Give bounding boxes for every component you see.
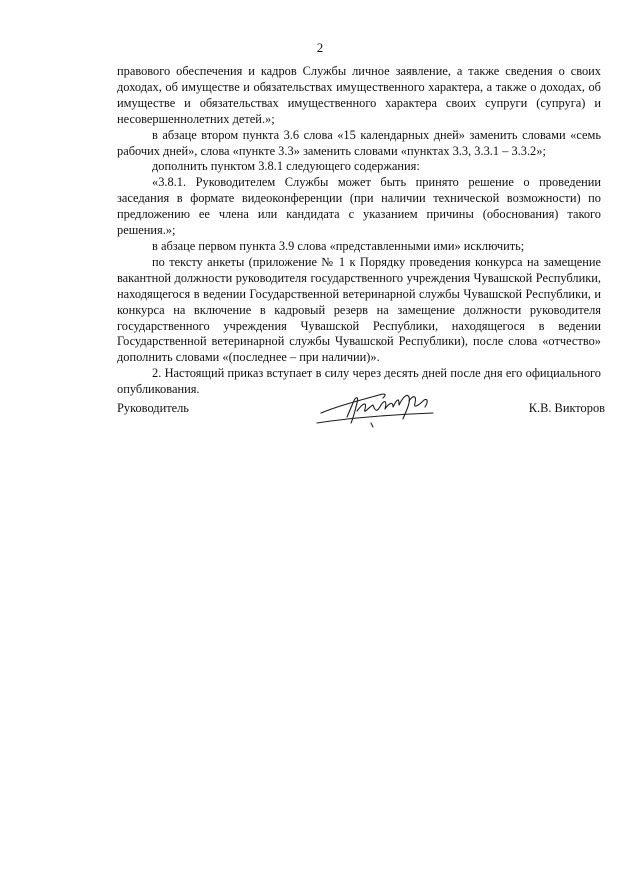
paragraph-effective-date: 2. Настоящий приказ вступает в силу через десять дней после дня его официального опубликования. <box>117 366 601 397</box>
signatory-name: К.В. Викторов <box>528 401 605 415</box>
paragraph-amend-3-9: в абзаце первом пункта 3.9 слова «представленными ими» исключить; <box>152 238 525 253</box>
paragraph-add-3-8-1: дополнить пунктом 3.8.1 следующего содержания: <box>152 159 420 174</box>
page-number: 2 <box>316 40 324 55</box>
paragraph-continuation: правового обеспечения и кадров Службы личное заявление, а также сведения о своих доходах, об имуществе и обязательствах имущественного характера, а также о доходах, об имуществе и обязательствах имущественного характера своих супруги (супруга) и несовершеннолетних детей.»; <box>117 64 601 126</box>
paragraph-amend-3-6: в абзаце втором пункта 3.6 слова «15 календарных дней» заменить словами «семь рабочих дней», слова «пункте 3.3» заменить словами «пунктах 3.3, 3.3.1 – 3.3.2»; <box>117 127 601 158</box>
paragraph-questionnaire: по тексту анкеты (приложение № 1 к Порядку проведения конкурса на замещение вакантной должности руководителя государственного учреждения Чувашской Республики, находящегося в ведении Государственной ветеринарной службы Чувашской Республики, и конкурса на включение в кадровый резерв на замещение должности руководителя государственного учреждения Чувашской Республики, находящегося в ведении Государственной ветеринарной службы Чувашской Республики), после слова «отчество» дополнить словами «(последнее – при наличии)». <box>117 254 601 365</box>
paragraph-quote-3-8-1: «3.8.1. Руководителем Службы может быть принято решение о проведении заседания в формате видеоконференции (при наличии технической возможности) по предложению ее члена или кандидата с указанием причины (обоснования) такого решения.»; <box>117 175 601 238</box>
document-body <box>117 64 601 398</box>
signature-block <box>117 383 605 433</box>
handwritten-signature <box>313 383 453 433</box>
signatory-role: Руководитель <box>117 401 189 415</box>
